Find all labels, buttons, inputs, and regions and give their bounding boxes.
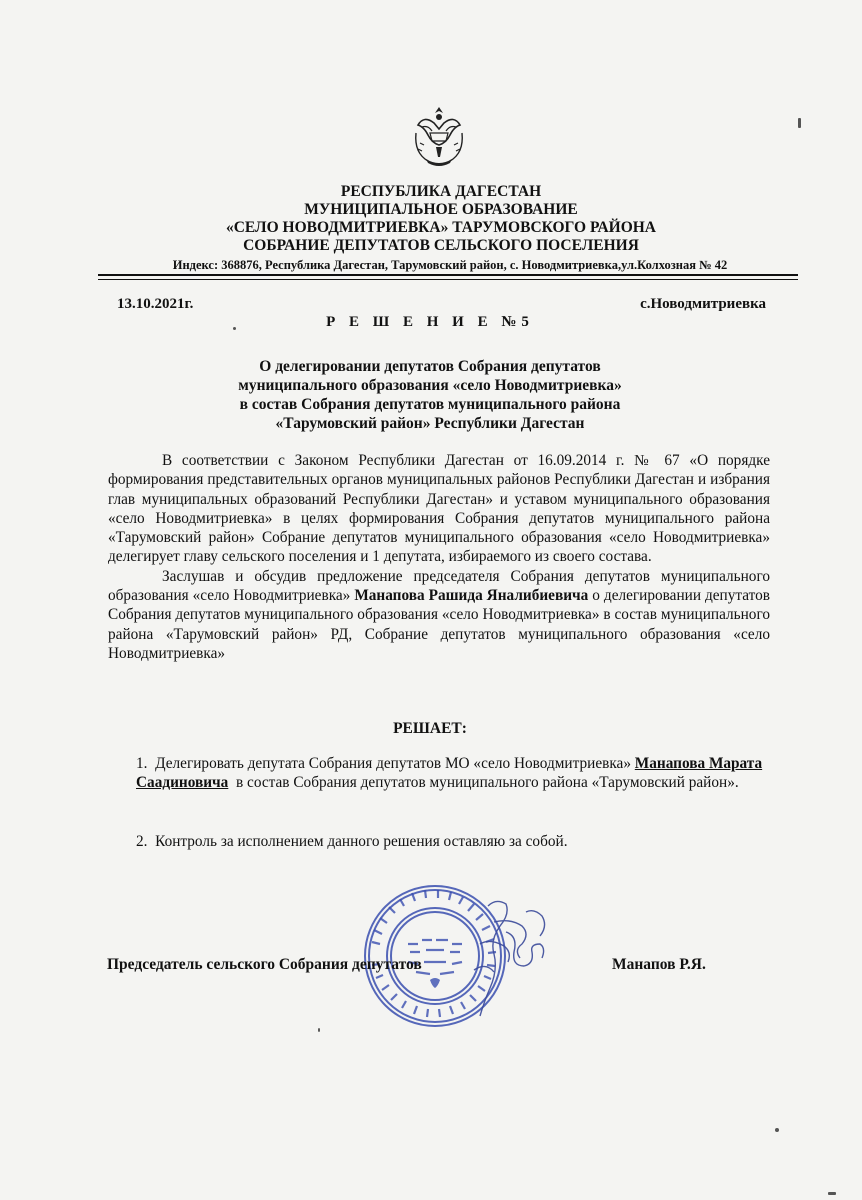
subject-line: О делегировании депутатов Собрания депутатов — [259, 358, 601, 375]
item-text: Контроль за исполнением данного решения оставляю за собой. — [155, 833, 568, 850]
document-place: с.Новодмитриевка — [640, 296, 766, 312]
subject-line: в состав Собрания депутатов муниципального района — [239, 396, 621, 413]
subject-line: «Тарумовский район» Республики Дагестан — [275, 415, 585, 432]
organization-header — [100, 183, 782, 255]
scan-speck — [233, 327, 236, 330]
subject-line: муниципального образования «село Новодмитриевка» — [238, 377, 622, 394]
scan-mark — [798, 118, 801, 128]
header-assembly: СОБРАНИЕ ДЕПУТАТОВ СЕЛЬСКОГО ПОСЕЛЕНИЯ — [243, 237, 639, 254]
dagestan-coat-of-arms-icon — [410, 103, 468, 169]
header-divider-thin — [98, 279, 798, 280]
document-title: Р Е Ш Е Н И Е №5 — [326, 314, 534, 330]
header-republic: РЕСПУБЛИКА ДАГЕСТАН — [340, 183, 542, 200]
signatory-name: Манапов Р.Я. — [612, 956, 706, 973]
chairman-name: Манапова Рашида Яналибиевича — [354, 587, 589, 605]
signatory-title: Председатель сельского Собрания депутатов — [107, 956, 422, 973]
decision-item-2 — [108, 832, 780, 851]
item-number: 1. — [136, 755, 148, 772]
header-municipality: МУНИЦИПАЛЬНОЕ ОБРАЗОВАНИЕ — [304, 201, 578, 218]
document-subject — [130, 357, 730, 433]
document-date: 13.10.2021г. — [117, 296, 194, 312]
body-paragraph-1: В соответствии с Законом Республики Дагестан от 16.09.2014 г. № 67 «О порядке формирования представительных органов муниципальных районов Республики Дагестан и избрания глав муниципальных образований Республики Дагестан» и уставом муниципального образования «село Новодмитриевка» в целях формирования Собрания депутатов муниципального района «Тарумовский район» Собрание депутатов муниципального образования «село Новодмитриевка» делегирует главу сельского поселения и 1 депутата, избираемого из своего состава. — [108, 452, 770, 566]
handwritten-signature — [460, 892, 560, 1022]
decision-item-1 — [108, 754, 780, 793]
body-paragraph-2 — [108, 567, 770, 663]
delegate-name: Манапова Марата Саадиновича — [136, 755, 763, 792]
para2-start: Заслушав и обсудив предложение председателя Собрания депутатов муниципального образования «село Новодмитриевка» — [108, 567, 770, 605]
decides-heading: РЕШАЕТ: — [393, 720, 467, 737]
scan-speck — [775, 1128, 779, 1132]
header-divider — [98, 274, 798, 276]
header-address: Индекс: 368876, Республика Дагестан, Тарумовский район, с. Новодмитриевка,ул.Колхозная № 42 — [172, 258, 728, 272]
scan-speck — [318, 1028, 320, 1032]
para2-end: о делегировании депутатов Собрания депутатов муниципального образования «село Новодмитриевка» в состав муниципального района «Тарумовский район» РД, Собрание депутатов муниципального образования «село Новодмитриевка» — [108, 587, 771, 662]
scan-mark — [828, 1192, 836, 1195]
document-body — [108, 451, 770, 663]
item-number: 2. — [136, 833, 148, 850]
header-village: «СЕЛО НОВОДМИТРИЕВКА» ТАРУМОВСКОГО РАЙОНА — [225, 219, 657, 236]
item-text-start: Делегировать депутата Собрания депутатов МО «село Новодмитриевка» — [155, 755, 631, 772]
item-text-end: в состав Собрания депутатов муниципального района «Тарумовский район». — [235, 774, 739, 792]
